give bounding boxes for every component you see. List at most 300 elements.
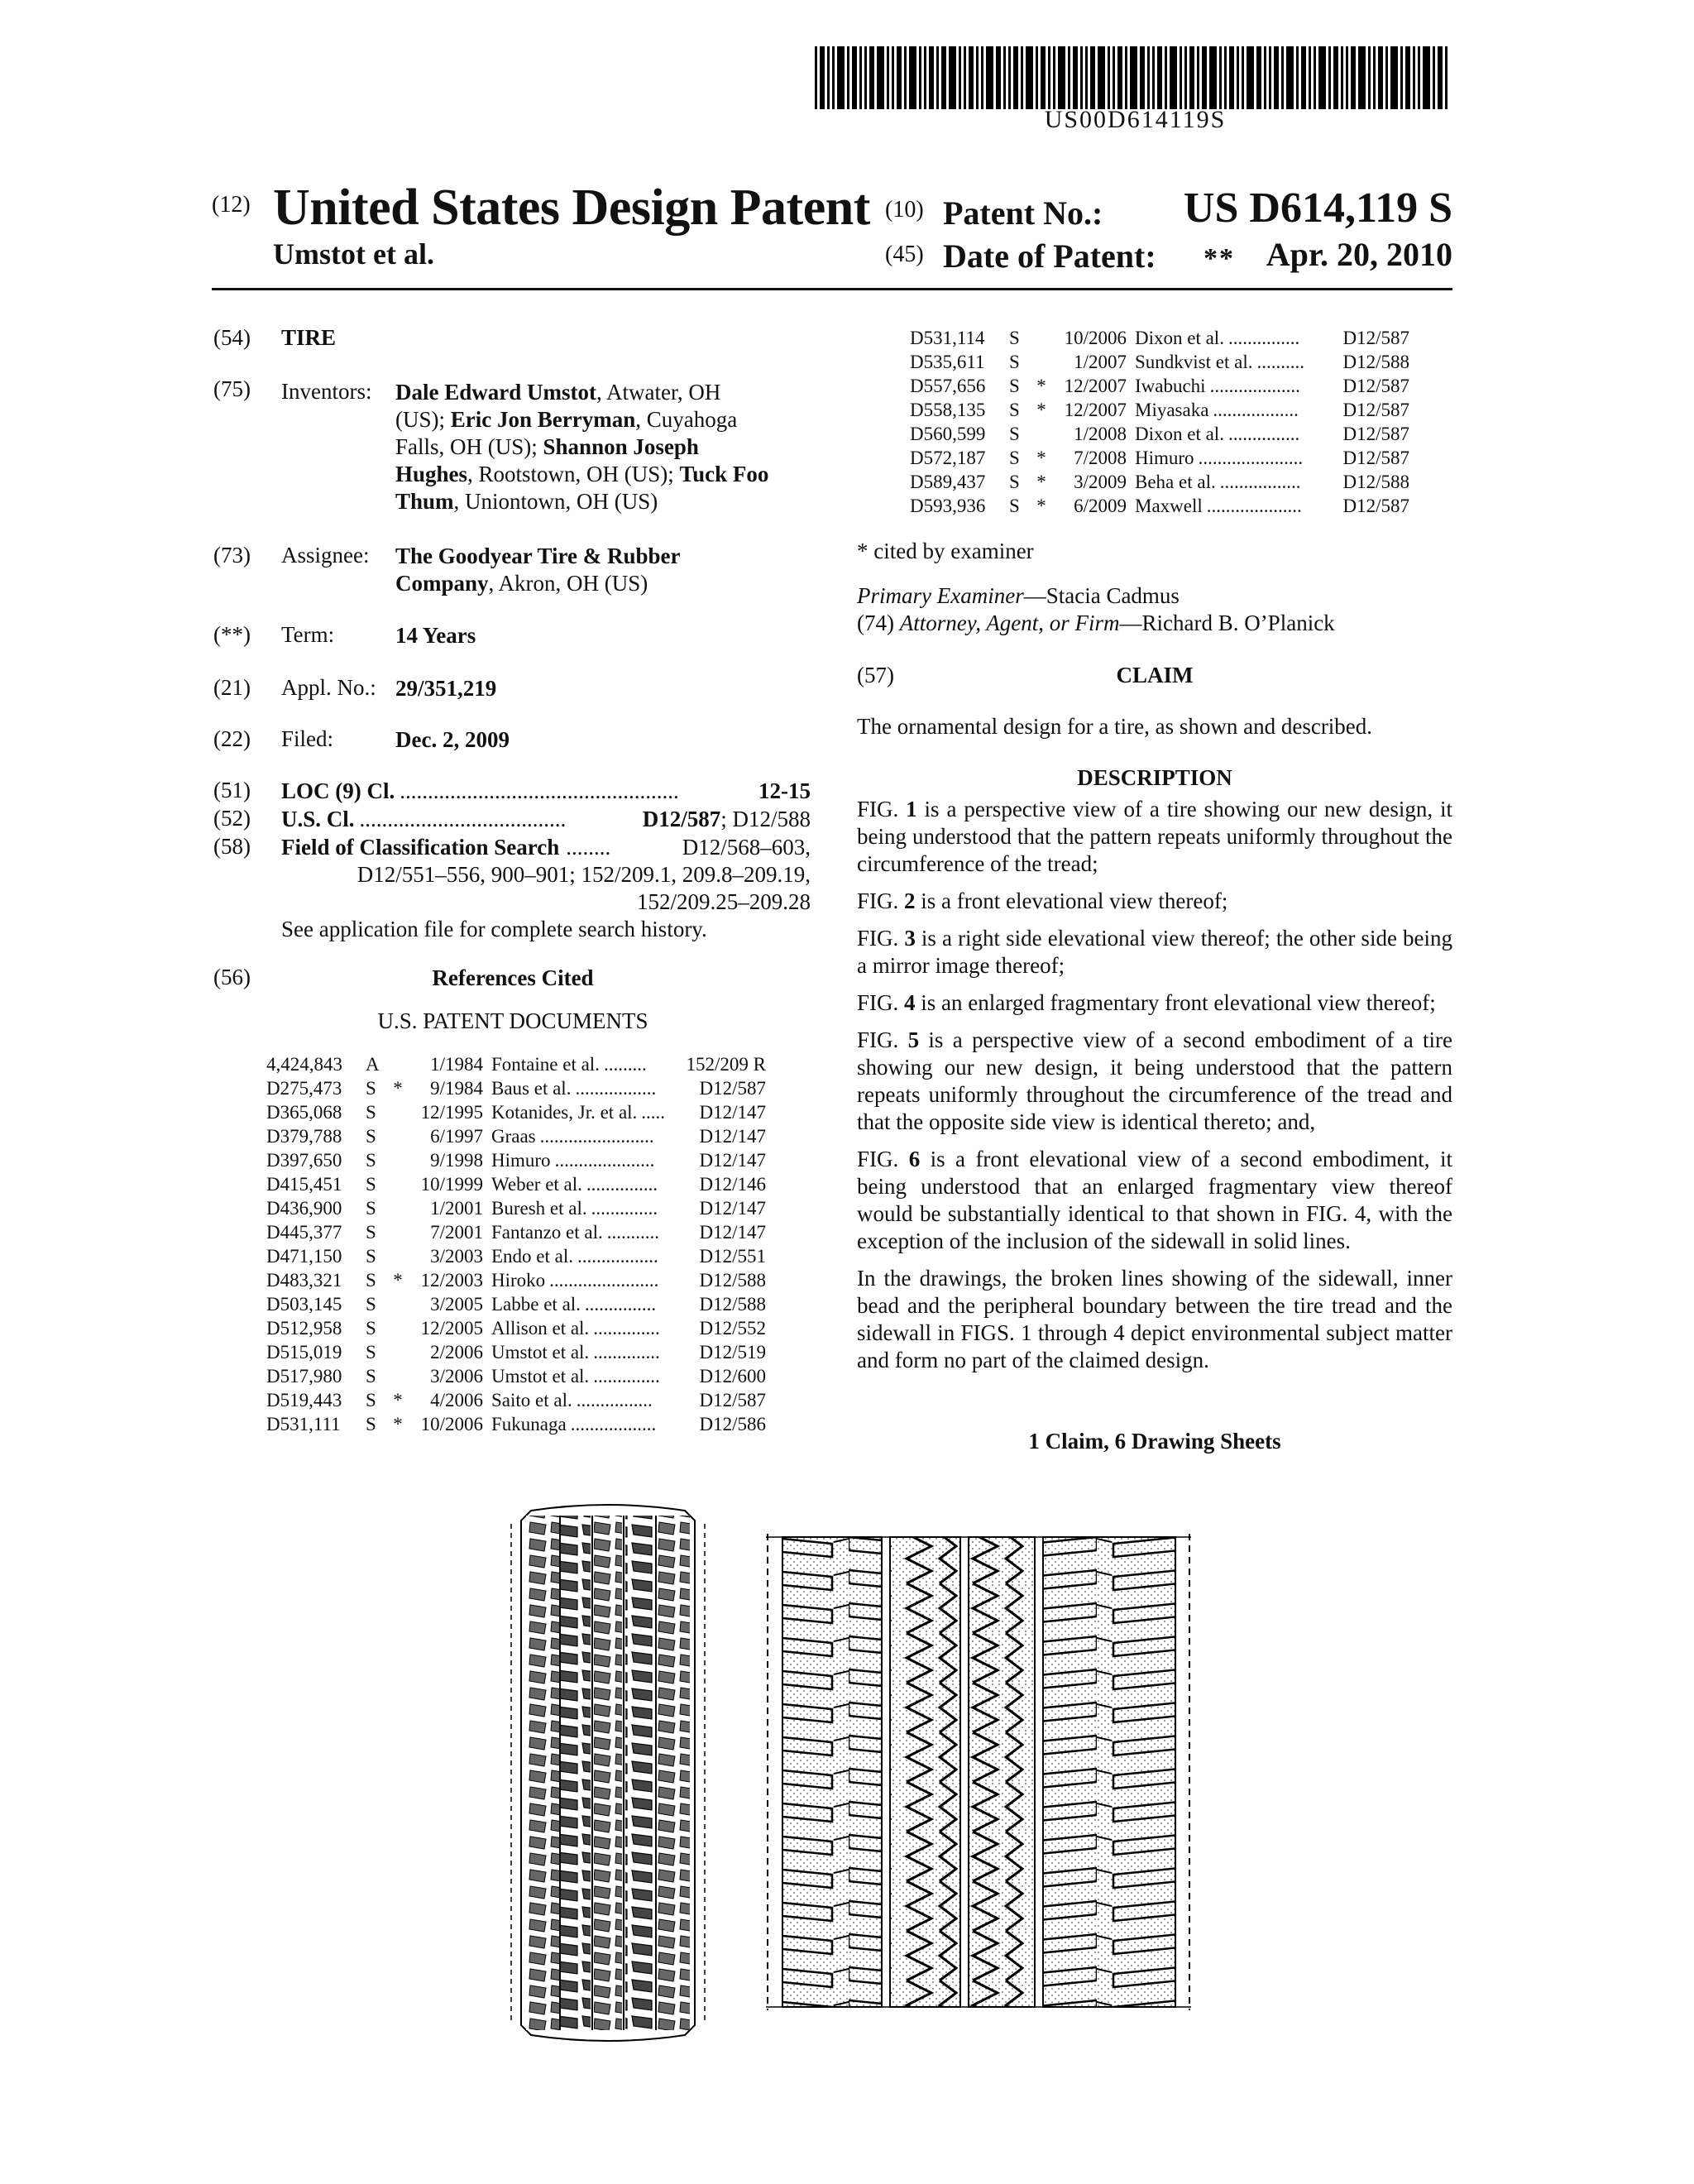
ref-star: *: [393, 1390, 403, 1410]
reference-row: [266, 1246, 766, 1270]
description-paragraph: [857, 925, 1452, 979]
ref-number: D517,980: [266, 1366, 342, 1387]
inventors-label: Inventors:: [281, 379, 372, 404]
fig-number: 4: [904, 990, 916, 1015]
ref-name: [1135, 448, 1325, 472]
ref-leader-dots: .................: [577, 1246, 658, 1267]
ref-inventor: Maxwell: [1135, 496, 1203, 516]
inventor-name: Tuck Foo: [679, 462, 769, 486]
reference-row: [910, 472, 1409, 496]
inventor-name: Hughes: [395, 462, 468, 486]
ref-number: D515,019: [266, 1342, 342, 1363]
ref-number: D512,958: [266, 1318, 342, 1339]
reference-row: [910, 352, 1409, 376]
ref-star: [389, 1054, 407, 1078]
ref-inventor: Weber et al.: [491, 1174, 582, 1195]
ref-inventor: Iwabuchi: [1135, 376, 1206, 396]
filed-code: (22): [213, 726, 251, 751]
tread-fragment-drawing: [766, 1534, 1191, 2010]
ref-kind: S: [366, 1390, 376, 1410]
term-value: 14 Years: [395, 623, 476, 648]
ref-star: [389, 1126, 407, 1150]
ref-leader-dots: .........: [603, 1054, 647, 1075]
ref-leader-dots: ..............: [593, 1318, 660, 1339]
ref-kind: S: [366, 1342, 376, 1363]
ref-date: 1/2001: [430, 1198, 483, 1219]
ref-leader-dots: .....: [641, 1102, 666, 1123]
refs-title: References Cited: [432, 965, 594, 990]
ref-name: [491, 1390, 682, 1414]
ref-kind: A: [366, 1054, 380, 1075]
assignee-label: Assignee:: [281, 543, 370, 568]
field-code: (58): [213, 834, 251, 859]
ref-inventor: Kotanides, Jr. et al.: [491, 1102, 638, 1123]
ref-class: D12/588: [1342, 352, 1409, 372]
reference-row: [266, 1198, 766, 1222]
ref-kind: S: [366, 1150, 376, 1171]
kind-code: (12): [212, 192, 251, 218]
ref-inventor: Fontaine et al.: [491, 1054, 600, 1075]
ref-class: 152/209 R: [686, 1054, 766, 1075]
reference-row: [266, 1102, 766, 1126]
ref-name: [491, 1150, 682, 1174]
reference-row: [266, 1414, 766, 1438]
ref-date: 1/1984: [430, 1054, 483, 1075]
ref-star: *: [1036, 400, 1046, 420]
ref-inventor: Dixon et al.: [1135, 424, 1224, 444]
loc-label: LOC (9) Cl.: [281, 778, 395, 803]
ref-star: *: [1036, 376, 1046, 396]
appl-code: (21): [213, 675, 251, 700]
ref-date: 3/2006: [430, 1366, 483, 1387]
attorney: [857, 610, 1452, 637]
ref-class: D12/587: [1342, 376, 1409, 396]
ref-star: [389, 1366, 407, 1390]
date-star: **: [1204, 243, 1235, 274]
term-label: Term:: [281, 622, 335, 647]
examiner-value: —Stacia Cadmus: [1023, 583, 1180, 608]
date-code: (45): [885, 242, 924, 267]
primary-examiner: [857, 582, 1452, 610]
ref-class: D12/586: [699, 1414, 766, 1434]
reference-row: [266, 1222, 766, 1246]
fig-prefix: FIG.: [857, 926, 905, 951]
appl-label: Appl. No.:: [281, 675, 376, 700]
ref-inventor: Miyasaka: [1135, 400, 1209, 420]
document-id: US00D614119S: [1044, 106, 1227, 133]
ref-kind: S: [366, 1246, 376, 1267]
patent-no-label: Patent No.:: [943, 194, 1103, 232]
ref-kind: S: [366, 1270, 376, 1291]
reference-row: [910, 424, 1409, 448]
ref-name: [1135, 472, 1325, 496]
ref-star: [389, 1246, 407, 1270]
assignee-code: (73): [213, 543, 251, 568]
ref-star: *: [1036, 496, 1046, 516]
reference-row: [910, 400, 1409, 424]
ref-star: [1032, 352, 1050, 376]
authors: Umstot et al.: [273, 237, 434, 271]
ref-star: [389, 1318, 407, 1342]
refs-subtitle: U.S. PATENT DOCUMENTS: [377, 1008, 648, 1033]
inventors-block: [395, 379, 809, 515]
ref-kind: S: [1009, 400, 1020, 420]
inventor-name: Shannon Joseph: [543, 434, 699, 459]
ref-leader-dots: ..................: [570, 1414, 657, 1434]
ref-class: D12/587: [1342, 496, 1409, 516]
us-value: D12/587: [642, 807, 721, 831]
ref-class: D12/587: [699, 1078, 766, 1099]
ref-kind: S: [366, 1318, 376, 1339]
ref-star: *: [393, 1270, 403, 1291]
ref-name: [491, 1078, 682, 1102]
reference-row: [266, 1078, 766, 1102]
ref-date: 12/2005: [420, 1318, 483, 1339]
ref-number: D535,611: [910, 352, 985, 372]
ref-name: [491, 1414, 682, 1438]
assignee-name: The Goodyear Tire & Rubber: [395, 544, 681, 568]
reference-row: [910, 376, 1409, 400]
assignee-name-2: Company: [395, 571, 489, 596]
ref-name: [491, 1102, 682, 1126]
ref-leader-dots: .....................: [554, 1150, 655, 1171]
ref-inventor: Fukunaga: [491, 1414, 567, 1434]
ref-name: [491, 1366, 682, 1390]
ref-kind: S: [366, 1294, 376, 1315]
ref-inventor: Fantanzo et al.: [491, 1222, 603, 1243]
ref-date: 6/2009: [1074, 496, 1127, 516]
ref-star: [389, 1294, 407, 1318]
assignee-block: [395, 543, 809, 597]
ref-inventor: Labbe et al.: [491, 1294, 581, 1315]
ref-kind: S: [1009, 352, 1020, 372]
ref-name: [491, 1174, 682, 1198]
inventor-name: Dale Edward Umstot: [395, 380, 596, 405]
patent-title: United States Design Patent: [273, 180, 870, 236]
ref-name: [1135, 328, 1325, 352]
ref-inventor: Dixon et al.: [1135, 328, 1224, 348]
ref-class: D12/147: [699, 1150, 766, 1171]
ref-name: [1135, 376, 1325, 400]
reference-row: [266, 1126, 766, 1150]
ref-inventor: Baus et al.: [491, 1078, 572, 1099]
description-paragraph: [857, 796, 1452, 878]
ref-name: [1135, 424, 1325, 448]
ref-star: [1032, 424, 1050, 448]
ref-kind: S: [366, 1414, 376, 1434]
ref-kind: S: [366, 1126, 376, 1147]
ref-leader-dots: ..............: [591, 1198, 658, 1219]
claims-sheets: 1 Claim, 6 Drawing Sheets: [1028, 1429, 1281, 1454]
ref-date: 3/2005: [430, 1294, 483, 1315]
ref-name: [1135, 352, 1325, 376]
ref-name: [1135, 400, 1325, 424]
ref-class: D12/587: [1342, 448, 1409, 468]
inventor-address: , Uniontown, OH (US): [453, 489, 658, 514]
ref-star: [389, 1198, 407, 1222]
ref-name: [491, 1294, 682, 1318]
ref-kind: S: [1009, 424, 1020, 444]
ref-number: D557,656: [910, 376, 986, 396]
fig-number: 3: [904, 926, 916, 951]
filed-label: Filed:: [281, 726, 334, 751]
field-label: Field of Classification Search: [281, 835, 560, 860]
ref-date: 6/1997: [430, 1126, 483, 1147]
ref-class: D12/551: [699, 1246, 766, 1267]
search-note: See application file for complete search history.: [281, 917, 707, 941]
ref-leader-dots: .................: [575, 1078, 657, 1099]
date-value: Apr. 20, 2010: [1266, 236, 1452, 273]
refs-code: (56): [213, 965, 251, 989]
ref-number: 4,424,843: [266, 1054, 342, 1075]
ref-kind: S: [1009, 328, 1020, 348]
ref-leader-dots: ........................: [539, 1126, 654, 1147]
ref-date: 3/2003: [430, 1246, 483, 1267]
ref-kind: S: [1009, 496, 1020, 516]
fig-prefix: FIG.: [857, 990, 905, 1015]
ref-kind: S: [366, 1078, 376, 1099]
ref-name: [491, 1270, 682, 1294]
us-code: (52): [213, 806, 251, 831]
loc-dots: ..................................................: [400, 778, 679, 803]
inventor-address: (US);: [395, 407, 451, 432]
ref-leader-dots: ...............: [586, 1174, 658, 1195]
ref-inventor: Endo et al.: [491, 1246, 573, 1267]
description-paragraph: [857, 1027, 1452, 1136]
ref-class: D12/147: [699, 1222, 766, 1243]
ref-kind: S: [1009, 376, 1020, 396]
ref-inventor: Beha et al.: [1135, 472, 1216, 492]
ref-number: D445,377: [266, 1222, 342, 1243]
appl-value: 29/351,219: [395, 676, 497, 701]
ref-date: 7/2008: [1074, 448, 1127, 468]
ref-kind: S: [366, 1174, 376, 1195]
ref-kind: S: [366, 1198, 376, 1219]
ref-leader-dots: ....................: [1206, 496, 1302, 516]
header-rule: [212, 288, 1452, 290]
ref-number: D379,788: [266, 1126, 342, 1147]
ref-inventor: Himuro: [1135, 448, 1194, 468]
fig-number: 6: [908, 1147, 921, 1171]
ref-number: D558,135: [910, 400, 986, 420]
ref-inventor: Himuro: [491, 1150, 551, 1171]
reference-row: [910, 496, 1409, 520]
references-table-right: [910, 328, 1409, 520]
cited-note: * cited by examiner: [857, 539, 1034, 563]
title-value: TIRE: [281, 325, 337, 350]
ref-class: D12/552: [699, 1318, 766, 1339]
reference-row: [266, 1318, 766, 1342]
date-label: Date of Patent:: [943, 237, 1156, 275]
references-table-left: [266, 1054, 766, 1438]
fig-number: 5: [907, 1027, 920, 1052]
ref-number: D436,900: [266, 1198, 342, 1219]
claim-code: (57): [857, 663, 894, 687]
ref-class: D12/519: [699, 1342, 766, 1363]
ref-leader-dots: ...............: [1227, 424, 1300, 444]
ref-name: [491, 1054, 682, 1078]
ref-date: 12/2003: [420, 1270, 483, 1291]
ref-name: [1135, 496, 1325, 520]
ref-inventor: Allison et al.: [491, 1318, 590, 1339]
ref-date: 3/2009: [1074, 472, 1127, 492]
ref-star: *: [393, 1414, 403, 1434]
reference-row: [266, 1150, 766, 1174]
reference-row: [266, 1270, 766, 1294]
ref-star: [389, 1102, 407, 1126]
ref-kind: S: [366, 1222, 376, 1243]
field-class-3: 152/209.25–209.28: [636, 889, 811, 914]
reference-row: [266, 1342, 766, 1366]
ref-number: D483,321: [266, 1270, 342, 1291]
ref-leader-dots: ..............: [593, 1342, 660, 1363]
fig-number: 2: [904, 888, 916, 913]
ref-class: D12/147: [699, 1198, 766, 1219]
inventors-code: (75): [213, 376, 251, 401]
claim-title: CLAIM: [1116, 663, 1194, 687]
filed-value: Dec. 2, 2009: [395, 727, 510, 752]
fig-description: is a front elevational view of a second embodiment, it being understood that an enlarged fragmentary view thereof would be substantially identical to that shown in FIG. 4, with the exception of the inclusion of the sidewall in solid lines.: [857, 1147, 1452, 1253]
ref-number: D531,111: [266, 1414, 341, 1434]
tire-front-view-drawing: [506, 1504, 710, 2042]
reference-row: [266, 1054, 766, 1078]
description-paragraph: [857, 888, 1452, 915]
ref-leader-dots: ...........: [606, 1222, 660, 1243]
ref-number: D365,068: [266, 1102, 342, 1123]
attorney-value: —Richard B. O’Planick: [1119, 611, 1335, 635]
ref-date: 10/2006: [1064, 328, 1127, 348]
inventor-address: , Rootstown, OH (US);: [467, 462, 680, 486]
ref-kind: S: [1009, 472, 1020, 492]
ref-inventor: Hiroko: [491, 1270, 546, 1291]
ref-number: D589,437: [910, 472, 986, 492]
term-code: (**): [213, 622, 251, 647]
ref-inventor: Buresh et al.: [491, 1198, 587, 1219]
ref-star: [1032, 328, 1050, 352]
inventor-name: Thum: [395, 489, 454, 514]
fig-description: is a right side elevational view thereof; the other side being a mirror image thereof;: [857, 926, 1452, 978]
description-paragraph: [857, 989, 1452, 1017]
ref-class: D12/588: [1342, 472, 1409, 492]
ref-leader-dots: .......................: [549, 1270, 659, 1291]
ref-inventor: Graas: [491, 1126, 536, 1147]
ref-number: D572,187: [910, 448, 986, 468]
attorney-code: (74): [857, 611, 900, 635]
loc-value: 12-15: [758, 778, 811, 803]
ref-date: 9/1998: [430, 1150, 483, 1171]
patent-no-value: US D614,119 S: [1183, 184, 1452, 232]
reference-row: [910, 448, 1409, 472]
fig-description: is an enlarged fragmentary front elevational view thereof;: [915, 990, 1436, 1015]
fig-prefix: FIG.: [857, 1147, 909, 1171]
ref-star: *: [1036, 472, 1046, 492]
ref-inventor: Sundkvist et al.: [1135, 352, 1253, 372]
ref-leader-dots: ...............: [1227, 328, 1300, 348]
inventor-name: Eric Jon Berryman: [450, 407, 636, 432]
ref-name: [491, 1318, 682, 1342]
reference-row: [266, 1294, 766, 1318]
ref-date: 10/1999: [420, 1174, 483, 1195]
ref-date: 12/2007: [1064, 400, 1127, 420]
ref-class: D12/147: [699, 1102, 766, 1123]
title-code: (54): [213, 325, 251, 350]
ref-name: [491, 1198, 682, 1222]
ref-number: D531,114: [910, 328, 985, 348]
ref-number: D560,599: [910, 424, 986, 444]
ref-name: [491, 1246, 682, 1270]
ref-star: [389, 1342, 407, 1366]
ref-kind: S: [366, 1102, 376, 1123]
us-value-extra: ; D12/588: [720, 807, 811, 831]
fig-description: is a perspective view of a second embodiment of a tire showing our new design, it being understood that the pattern repeats uniformly throughout the circumference of the tread and that the opposite side view is identical thereto; and,: [857, 1027, 1452, 1134]
ref-leader-dots: ..................: [1213, 400, 1299, 420]
ref-number: D503,145: [266, 1294, 342, 1315]
ref-class: D12/587: [1342, 328, 1409, 348]
ref-class: D12/588: [699, 1294, 766, 1315]
ref-star: *: [393, 1078, 403, 1099]
ref-number: D275,473: [266, 1078, 342, 1099]
ref-leader-dots: ...............: [584, 1294, 657, 1315]
ref-number: D519,443: [266, 1390, 342, 1410]
ref-date: 1/2007: [1074, 352, 1127, 372]
ref-class: D12/147: [699, 1126, 766, 1147]
us-dots: .....................................: [359, 807, 567, 831]
loc-code: (51): [213, 778, 251, 802]
loc-line: [281, 778, 811, 805]
ref-date: 12/1995: [420, 1102, 483, 1123]
reference-row: [266, 1174, 766, 1198]
fig-prefix: FIG.: [857, 797, 907, 821]
ref-class: D12/587: [1342, 424, 1409, 444]
ref-class: D12/146: [699, 1174, 766, 1195]
ref-kind: S: [1009, 448, 1020, 468]
field-class-2: D12/551–556, 900–901; 152/209.1, 209.8–209.19,: [357, 862, 811, 887]
ref-date: 2/2006: [430, 1342, 483, 1363]
ref-date: 12/2007: [1064, 376, 1127, 396]
assignee-address: , Akron, OH (US): [488, 571, 648, 596]
ref-number: D397,650: [266, 1150, 342, 1171]
ref-date: 7/2001: [430, 1222, 483, 1243]
inventor-address: , Cuyahoga: [635, 407, 738, 432]
ref-leader-dots: ...................: [1209, 376, 1300, 396]
description-paragraph: [857, 1146, 1452, 1255]
field-line: [281, 834, 811, 861]
ref-class: D12/600: [699, 1366, 766, 1387]
fig-description: is a front elevational view thereof;: [915, 888, 1228, 913]
ref-inventor: Umstot et al.: [491, 1342, 590, 1363]
fig-description: is a perspective view of a tire showing our new design, it being understood that the pattern repeats uniformly throughout the circumference of the tread;: [857, 797, 1452, 876]
ref-inventor: Saito et al.: [491, 1390, 572, 1410]
claim-text: The ornamental design for a tire, as shown and described.: [857, 714, 1373, 739]
ref-date: 9/1984: [430, 1078, 483, 1099]
ref-star: [389, 1150, 407, 1174]
ref-star: *: [1036, 448, 1046, 468]
field-class-1: D12/568–603,: [682, 835, 811, 860]
field-dots: ........: [566, 835, 611, 860]
ref-star: [389, 1174, 407, 1198]
ref-date: 4/2006: [430, 1390, 483, 1410]
ref-number: D593,936: [910, 496, 986, 516]
fig-prefix: FIG.: [857, 1027, 908, 1052]
inventor-address: Falls, OH (US);: [395, 434, 543, 459]
ref-class: D12/587: [699, 1390, 766, 1410]
ref-leader-dots: ................: [576, 1390, 653, 1410]
barcode: [815, 46, 1456, 109]
reference-row: [266, 1366, 766, 1390]
patent-no-code: (10): [885, 197, 924, 223]
ref-number: D471,150: [266, 1246, 342, 1267]
ref-name: [491, 1342, 682, 1366]
